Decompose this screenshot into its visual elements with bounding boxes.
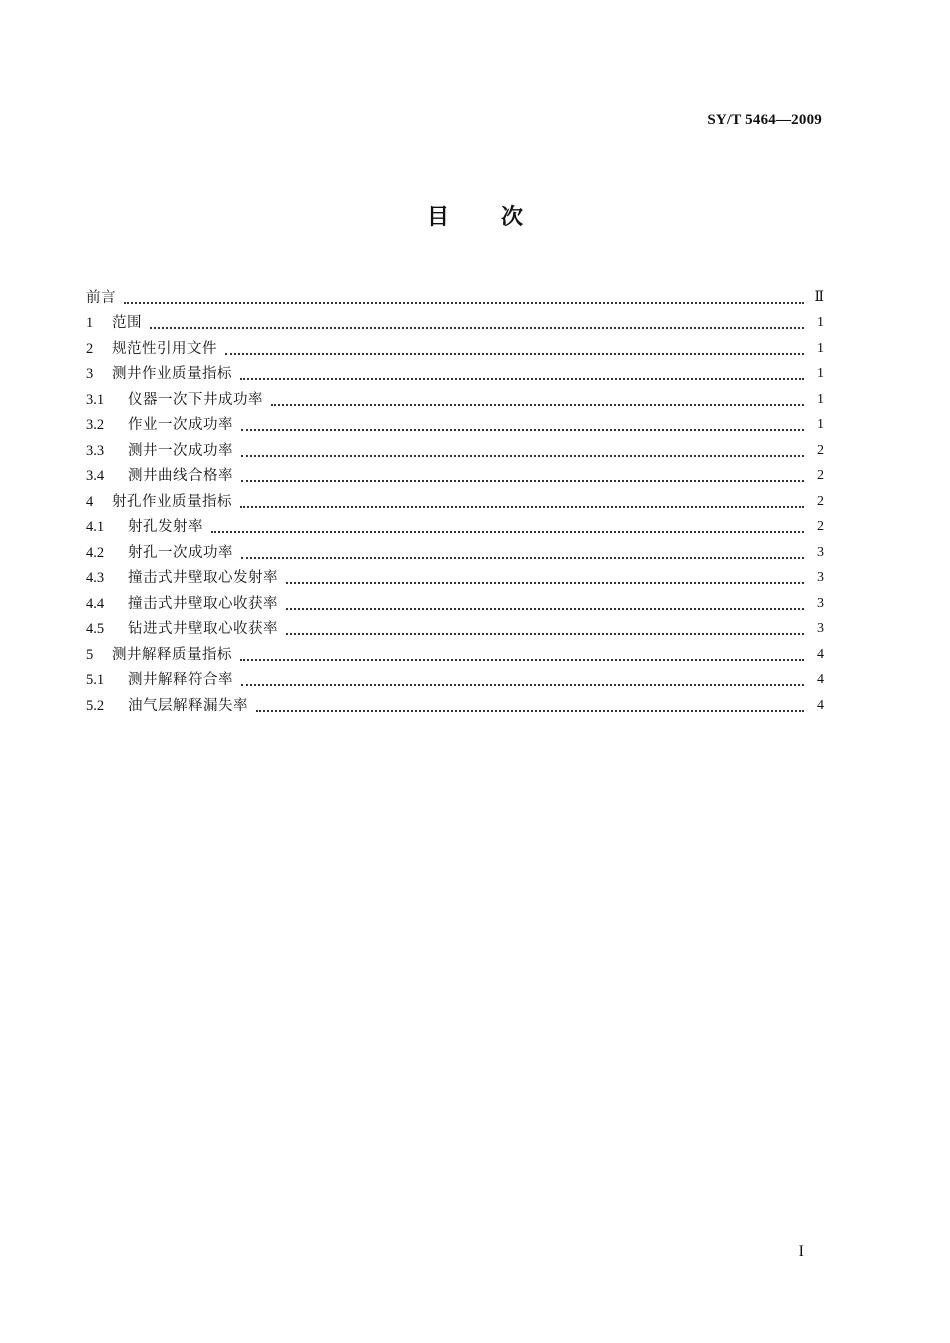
toc-entry-label: 测井解释质量指标: [112, 646, 232, 663]
toc-entry-page: 3: [817, 621, 824, 636]
toc-entry-number: 4: [86, 493, 94, 510]
toc-entry[interactable]: [86, 281, 824, 307]
toc-entry-label: 仪器一次下井成功率: [128, 391, 263, 408]
toc-entry[interactable]: [86, 562, 824, 588]
toc-entry[interactable]: [86, 434, 824, 460]
toc-entry-number: 5.2: [86, 697, 105, 714]
toc-entry-label: 射孔一次成功率: [128, 544, 233, 561]
toc-entry-label: 撞击式井壁取心收获率: [128, 595, 278, 612]
toc-entry-number: 4.1: [86, 519, 105, 535]
toc-entry-label: 油气层解释漏失率: [128, 697, 248, 714]
toc-entry-number: 3: [86, 366, 94, 382]
toc-dot-leader: [241, 479, 804, 482]
toc-dot-leader: [240, 377, 804, 380]
toc-entry-page: 1: [817, 315, 824, 330]
toc-entry[interactable]: [86, 587, 824, 613]
toc-entry-number: 4.4: [86, 595, 105, 612]
toc-dot-leader: [241, 428, 804, 431]
toc-entry[interactable]: [86, 664, 824, 690]
toc-entry-number: 3.2: [86, 417, 105, 433]
toc-entry-page: Ⅱ: [814, 289, 824, 305]
toc-dot-leader: [256, 709, 804, 712]
toc-entry-number: 4.2: [86, 544, 105, 561]
toc-entry-label: 撞击式井壁取心发射率: [128, 570, 278, 586]
toc-dot-leader: [225, 352, 804, 355]
toc-entry-page: 4: [817, 672, 824, 687]
toc-dot-leader: [286, 607, 804, 610]
toc-dot-leader: [271, 403, 804, 406]
toc-entry-label: 钻进式井壁取心收获率: [128, 621, 278, 637]
toc-entry-number: 4.5: [86, 621, 105, 637]
toc-entry-page: 3: [817, 595, 824, 611]
toc-dot-leader: [150, 326, 804, 329]
toc-entry[interactable]: [86, 689, 824, 715]
toc-entry-label: 射孔发射率: [128, 519, 203, 535]
toc-entry[interactable]: [86, 409, 824, 435]
toc-entry-label: 测井一次成功率: [128, 442, 233, 459]
toc-dot-leader: [240, 658, 804, 661]
toc-entry[interactable]: [86, 485, 824, 511]
toc-entry-number: 3.3: [86, 442, 105, 459]
toc-entry[interactable]: [86, 307, 824, 333]
toc-dot-leader: [240, 505, 804, 508]
toc-entry-label: 射孔作业质量指标: [112, 493, 232, 510]
toc-entry[interactable]: [86, 511, 824, 537]
toc-entry-page: 1: [817, 391, 824, 407]
toc-entry[interactable]: [86, 638, 824, 664]
toc-entry-page: 2: [817, 493, 824, 509]
toc-entry-page: 2: [817, 468, 824, 483]
toc-entry-number: 4.3: [86, 570, 105, 586]
toc-dot-leader: [211, 530, 804, 533]
toc-entry-number: 5: [86, 646, 94, 663]
toc-entry-number: 3.4: [86, 468, 105, 484]
toc-entry-page: 2: [817, 442, 824, 458]
toc-entry[interactable]: [86, 332, 824, 358]
toc-entry-number: 1: [86, 315, 94, 331]
toc-entry-number: 2: [86, 340, 94, 357]
toc-entry-label: 范围: [112, 315, 142, 331]
toc-entry-page: 1: [817, 340, 824, 356]
toc-dot-leader: [286, 632, 804, 635]
table-of-contents: [86, 281, 824, 715]
toc-dot-leader: [124, 301, 804, 304]
page-number: I: [798, 1243, 804, 1260]
toc-entry[interactable]: [86, 383, 824, 409]
toc-entry[interactable]: [86, 460, 824, 486]
toc-dot-leader: [241, 683, 804, 686]
toc-entry[interactable]: [86, 536, 824, 562]
toc-dot-leader: [241, 556, 804, 559]
toc-entry-page: 3: [817, 544, 824, 560]
toc-entry-label: 测井解释符合率: [128, 672, 233, 688]
toc-entry-number: 3.1: [86, 391, 105, 408]
toc-entry-label: 前言: [86, 289, 116, 306]
toc-entry[interactable]: [86, 358, 824, 384]
toc-entry-page: 3: [817, 570, 824, 585]
standard-code: SY/T 5464—2009: [707, 112, 822, 128]
toc-entry-label: 规范性引用文件: [112, 340, 217, 357]
toc-entry-page: 1: [817, 366, 824, 381]
toc-dot-leader: [286, 581, 804, 584]
page-title: 目次: [426, 205, 575, 230]
toc-entry[interactable]: [86, 613, 824, 639]
toc-entry-page: 1: [817, 417, 824, 432]
toc-entry-page: 4: [817, 646, 824, 662]
toc-entry-label: 测井作业质量指标: [112, 366, 232, 382]
toc-entry-page: 2: [817, 519, 824, 534]
toc-entry-number: 5.1: [86, 672, 105, 688]
toc-entry-label: 作业一次成功率: [128, 417, 233, 433]
toc-entry-page: 4: [817, 697, 824, 713]
toc-entry-label: 测井曲线合格率: [128, 468, 233, 484]
toc-dot-leader: [241, 454, 804, 457]
